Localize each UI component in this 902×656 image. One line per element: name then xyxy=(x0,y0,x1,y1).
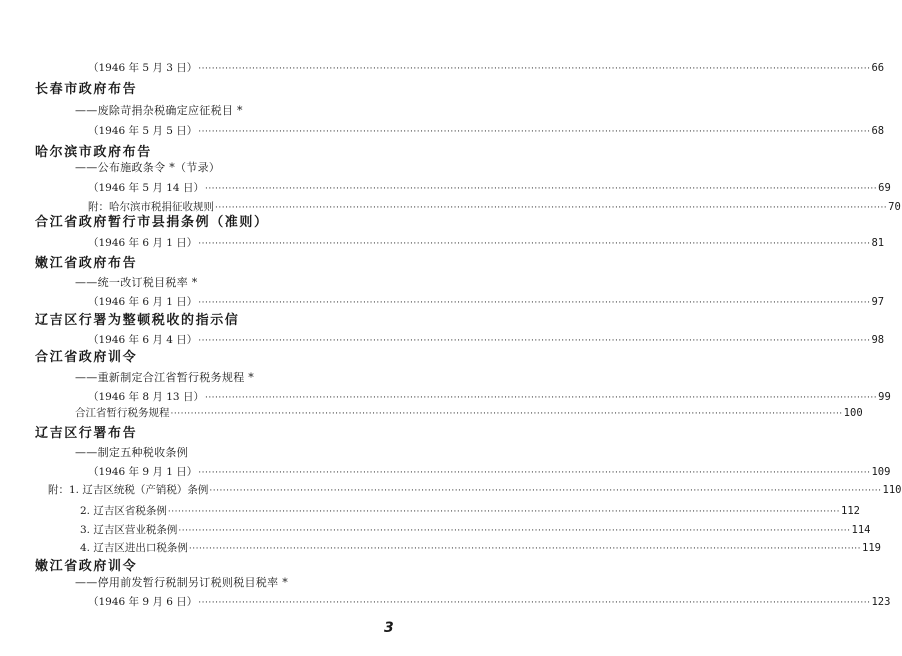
toc-heading xyxy=(35,256,137,272)
toc-page-ref: 110 xyxy=(882,484,902,496)
toc-subtitle xyxy=(75,370,254,386)
toc-heading xyxy=(35,145,152,161)
toc-text: （1946 年 5 月 14 日） xyxy=(88,182,204,194)
toc-text: ——废除苛捐杂税确定应征税目 * xyxy=(75,104,243,117)
dot-leader: ········································································································································································································ xyxy=(198,239,871,249)
toc-text: ——停用前发暂行税制另订税则税目税率 * xyxy=(75,576,288,589)
toc-text: （1946 年 6 月 4 日） xyxy=(88,334,198,346)
toc-entry xyxy=(75,405,863,421)
toc-heading xyxy=(35,313,239,329)
toc-text: ——制定五种税收条例 xyxy=(75,446,188,459)
toc-text: （1946 年 9 月 1 日） xyxy=(88,466,198,478)
toc-page-ref: 81 xyxy=(871,237,885,249)
toc-entry xyxy=(88,123,885,139)
dot-leader: ········································································································································································································ xyxy=(170,409,843,419)
toc-entry xyxy=(88,332,885,348)
toc-text: ——公布施政条令 *（节录） xyxy=(75,161,221,174)
toc-text: 合江省暂行税务规程 xyxy=(75,407,170,419)
toc-text: ——重新制定合江省暂行税务规程 * xyxy=(75,371,255,384)
dot-leader: ········································································································································································································ xyxy=(198,64,871,74)
toc-text: （1946 年 9 月 6 日） xyxy=(88,596,198,608)
page-number: 3 xyxy=(384,620,394,636)
toc-subtitle xyxy=(75,445,188,461)
toc-page-ref: 119 xyxy=(862,542,881,554)
toc-text: （1946 年 6 月 1 日） xyxy=(88,296,198,308)
dot-leader: ········································································································································································································ xyxy=(198,127,871,137)
toc-subtitle xyxy=(75,103,243,119)
toc-subtitle xyxy=(75,275,198,291)
toc-page-ref: 68 xyxy=(871,125,885,137)
toc-entry xyxy=(80,503,860,519)
toc-entry xyxy=(88,294,885,310)
toc-page-ref: 66 xyxy=(871,62,885,74)
toc-text: （1946 年 5 月 5 日） xyxy=(88,125,198,137)
toc-entry xyxy=(88,180,891,196)
dot-leader: ········································································································································································································ xyxy=(188,544,862,554)
toc-text: 4. 辽吉区进出口税条例 xyxy=(80,542,188,554)
toc-text: 合江省政府训令 xyxy=(35,350,138,365)
toc-entry xyxy=(80,540,881,556)
toc-text: 辽吉区行署布告 xyxy=(35,426,138,441)
dot-leader: ········································································································································································································ xyxy=(198,298,871,308)
toc-text: 嫩江省政府布告 xyxy=(35,256,138,271)
toc-entry xyxy=(88,389,891,405)
toc-page-ref: 69 xyxy=(878,182,891,194)
toc-entry xyxy=(88,199,901,215)
toc-page-ref: 98 xyxy=(871,334,885,346)
toc-entry xyxy=(88,235,885,251)
dot-leader: ········································································································································································································ xyxy=(209,486,882,496)
dot-leader: ········································································································································································································ xyxy=(204,393,878,403)
toc-text: （1946 年 5 月 3 日） xyxy=(88,62,198,74)
toc-page-ref: 114 xyxy=(851,524,871,536)
toc-page-ref: 100 xyxy=(843,407,863,419)
toc-text: 长春市政府布告 xyxy=(35,82,138,97)
toc-page-ref: 112 xyxy=(841,505,860,517)
toc-page-ref: 99 xyxy=(878,391,891,403)
toc-page-ref: 109 xyxy=(871,466,891,478)
dot-leader: ········································································································································································································ xyxy=(167,507,841,517)
toc-text: 3. 辽吉区营业税条例 xyxy=(80,524,178,536)
toc-page-ref: 123 xyxy=(871,596,891,608)
toc-entry xyxy=(88,594,891,610)
toc-text: 辽吉区行署为整顿税收的指示信 xyxy=(35,313,240,328)
toc-page-ref: 70 xyxy=(888,201,901,213)
dot-leader: ········································································································································································································ xyxy=(178,526,851,536)
toc-text: （1946 年 8 月 13 日） xyxy=(88,391,204,403)
toc-text: 哈尔滨市政府布告 xyxy=(35,145,152,160)
toc-text: 合江省政府暂行市县捐条例（准则） xyxy=(35,215,269,230)
toc-page-ref: 97 xyxy=(871,296,885,308)
toc-subtitle xyxy=(75,575,288,591)
toc-entry xyxy=(80,522,871,538)
toc-heading xyxy=(35,350,137,366)
toc-heading xyxy=(35,215,269,231)
toc-entry xyxy=(88,60,885,76)
dot-leader: ········································································································································································································ xyxy=(215,203,888,213)
toc-text: ——统一改订税目税率 * xyxy=(75,276,198,289)
toc-text: 附：1. 辽吉区统税（产销税）条例 xyxy=(48,484,209,496)
toc-text: 嫩江省政府训令 xyxy=(35,559,138,574)
toc-subtitle xyxy=(75,160,220,176)
dot-leader: ········································································································································································································ xyxy=(198,598,871,608)
toc-text: （1946 年 6 月 1 日） xyxy=(88,237,198,249)
toc-entry xyxy=(48,482,902,498)
dot-leader: ········································································································································································································ xyxy=(198,468,871,478)
dot-leader: ········································································································································································································ xyxy=(198,336,871,346)
toc-text: 2. 辽吉区省税条例 xyxy=(80,505,167,517)
toc-text: 附：哈尔滨市税捐征收规则 xyxy=(88,201,214,213)
dot-leader: ········································································································································································································ xyxy=(204,184,878,194)
toc-heading xyxy=(35,559,137,575)
toc-entry xyxy=(88,464,891,480)
toc-heading xyxy=(35,82,137,98)
toc-heading xyxy=(35,426,137,442)
